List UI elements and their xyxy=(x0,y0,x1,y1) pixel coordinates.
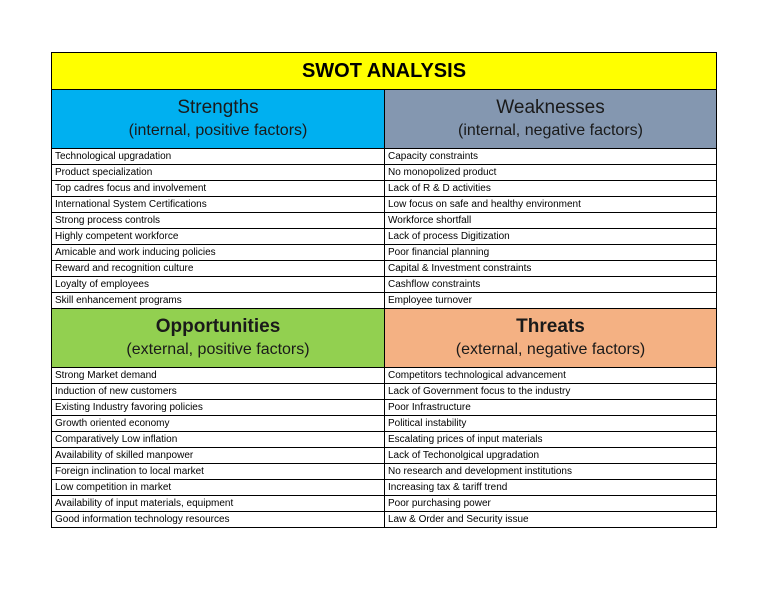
strengths-item: International System Certifications xyxy=(52,197,385,213)
opportunities-item: Availability of skilled manpower xyxy=(52,448,385,464)
strengths-item: Product specialization xyxy=(52,165,385,181)
threats-item: Escalating prices of input materials xyxy=(385,432,717,448)
opportunities-threats-row xyxy=(52,384,717,400)
strengths-weaknesses-row xyxy=(52,213,717,229)
threats-item: Political instability xyxy=(385,416,717,432)
opportunities-threats-row xyxy=(52,464,717,480)
opportunities-item: Comparatively Low inflation xyxy=(52,432,385,448)
threats-item: Poor purchasing power xyxy=(385,496,717,512)
strengths-item: Skill enhancement programs xyxy=(52,293,385,309)
weaknesses-item: No monopolized product xyxy=(385,165,717,181)
weaknesses-item: Workforce shortfall xyxy=(385,213,717,229)
weaknesses-item: Capacity constraints xyxy=(385,149,717,165)
opportunities-item: Strong Market demand xyxy=(52,368,385,384)
weaknesses-item: Cashflow constraints xyxy=(385,277,717,293)
opportunities-threats-row xyxy=(52,416,717,432)
weaknesses-item: Low focus on safe and healthy environment xyxy=(385,197,717,213)
threats-header xyxy=(385,309,717,368)
opportunities-threats-row xyxy=(52,448,717,464)
opportunities-threats-row xyxy=(52,368,717,384)
strengths-subheading: (internal, positive factors) xyxy=(128,122,308,139)
swot-sheet xyxy=(51,52,716,528)
threats-item: No research and development institutions xyxy=(385,464,717,480)
weaknesses-heading: Weaknesses xyxy=(496,97,605,118)
opportunities-item: Low competition in market xyxy=(52,480,385,496)
strengths-item: Strong process controls xyxy=(52,213,385,229)
threats-item: Poor Infrastructure xyxy=(385,400,717,416)
internal-heading-row xyxy=(52,90,717,149)
strengths-weaknesses-row xyxy=(52,293,717,309)
strengths-item: Highly competent workforce xyxy=(52,229,385,245)
strengths-header xyxy=(52,90,385,149)
opportunities-threats-row xyxy=(52,400,717,416)
weaknesses-header xyxy=(385,90,717,149)
opportunities-threats-row xyxy=(52,432,717,448)
threats-subheading: (external, negative factors) xyxy=(455,341,646,358)
opportunities-threats-row xyxy=(52,496,717,512)
weaknesses-item: Lack of process Digitization xyxy=(385,229,717,245)
strengths-heading: Strengths xyxy=(177,97,259,118)
opportunities-heading: Opportunities xyxy=(155,316,281,337)
strengths-item: Loyalty of employees xyxy=(52,277,385,293)
weaknesses-subheading: (internal, negative factors) xyxy=(458,122,643,139)
opportunities-item: Availability of input materials, equipment xyxy=(52,496,385,512)
swot-table xyxy=(51,52,717,528)
weaknesses-item: Lack of R & D activities xyxy=(385,181,717,197)
opportunities-subheading: (external, positive factors) xyxy=(126,341,310,358)
opportunities-item: Induction of new customers xyxy=(52,384,385,400)
strengths-weaknesses-row xyxy=(52,165,717,181)
strengths-item: Technological upgradation xyxy=(52,149,385,165)
threats-heading: Threats xyxy=(516,316,585,337)
strengths-weaknesses-row xyxy=(52,245,717,261)
strengths-weaknesses-row xyxy=(52,197,717,213)
opportunities-item: Growth oriented economy xyxy=(52,416,385,432)
strengths-weaknesses-row xyxy=(52,229,717,245)
opportunities-item: Good information technology resources xyxy=(52,512,385,528)
opportunities-item: Foreign inclination to local market xyxy=(52,464,385,480)
title-row xyxy=(52,53,717,90)
threats-item: Increasing tax & tariff trend xyxy=(385,480,717,496)
threats-item: Lack of Government focus to the industry xyxy=(385,384,717,400)
weaknesses-item: Employee turnover xyxy=(385,293,717,309)
threats-item: Law & Order and Security issue xyxy=(385,512,717,528)
opportunities-threats-row xyxy=(52,480,717,496)
strengths-weaknesses-row xyxy=(52,261,717,277)
weaknesses-item: Capital & Investment constraints xyxy=(385,261,717,277)
swot-title: SWOT ANALYSIS xyxy=(52,53,717,90)
external-heading-row xyxy=(52,309,717,368)
strengths-item: Reward and recognition culture xyxy=(52,261,385,277)
opportunities-threats-row xyxy=(52,512,717,528)
threats-item: Competitors technological advancement xyxy=(385,368,717,384)
opportunities-item: Existing Industry favoring policies xyxy=(52,400,385,416)
strengths-weaknesses-row xyxy=(52,149,717,165)
weaknesses-item: Poor financial planning xyxy=(385,245,717,261)
strengths-weaknesses-row xyxy=(52,277,717,293)
strengths-item: Amicable and work inducing policies xyxy=(52,245,385,261)
threats-item: Lack of Techonolgical upgradation xyxy=(385,448,717,464)
strengths-weaknesses-row xyxy=(52,181,717,197)
opportunities-header xyxy=(52,309,385,368)
strengths-item: Top cadres focus and involvement xyxy=(52,181,385,197)
